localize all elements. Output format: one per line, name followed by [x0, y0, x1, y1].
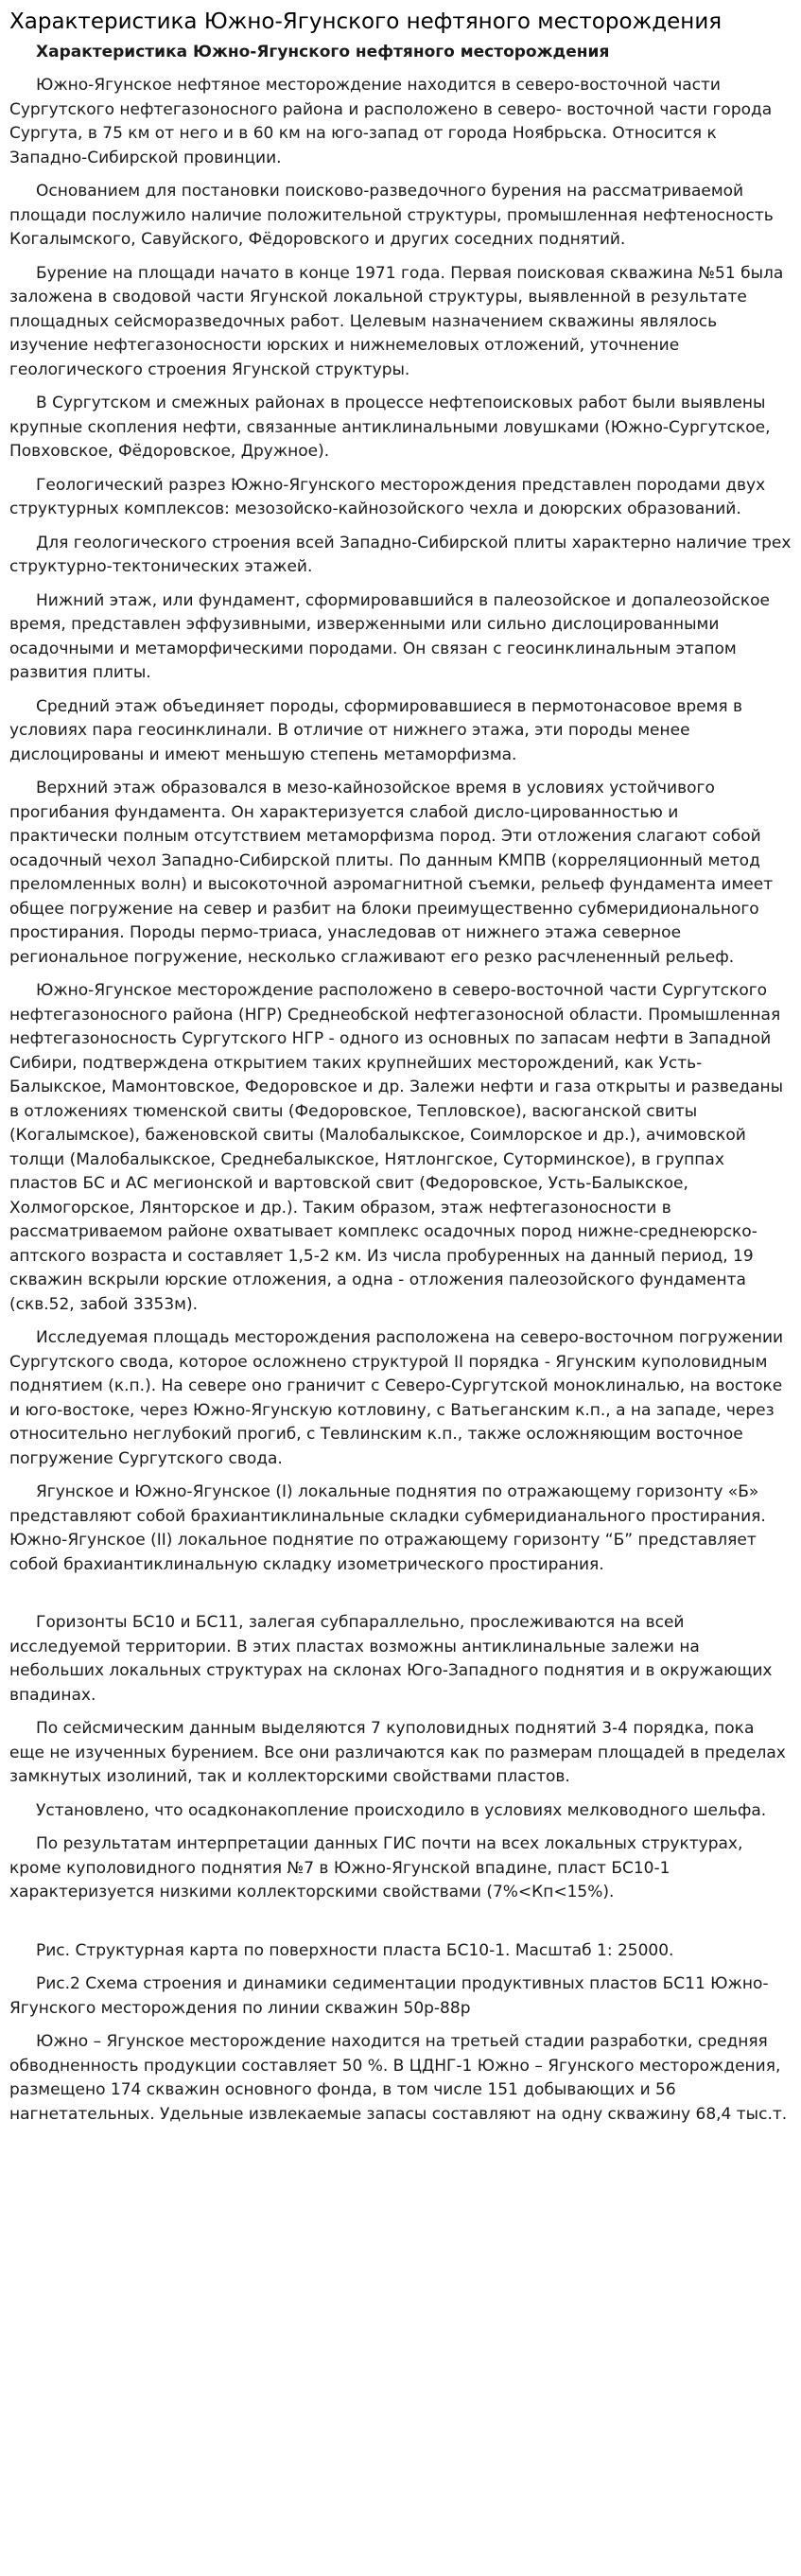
paragraph-location: Южно-Ягунское нефтяное месторождение находится в северо-восточной части Сургутского нефтегазоносного района и расположено в северо- восточной части города Сургута, в 75 км от него и в 60 км на юго-запад от города Ноябрьска. Относится к Западно-Сибирской провинции. [9, 76, 773, 167]
page-title: Характеристика Южно-Ягунского нефтяного месторождения [9, 9, 723, 34]
paragraph-geologic-section: Геологический разрез Южно-Ягунского месторождения представлен породами двух структурных комплексов: мезозойско-кайнозойского чехла и доюрских образований. [9, 475, 766, 518]
blank-space [9, 1586, 792, 1611]
paragraph-gis-results: По результатам интерпретации данных ГИС почти на всех локальных структурах, кроме куполовидного поднятия №7 в Южно-Ягунской впадине, пласт БС10-1 характеризуется низкими коллекторскими свойствами (7%<Кп<15%). [9, 1834, 743, 1901]
section-heading: Характеристика Южно-Ягунского нефтяного месторождения [36, 43, 610, 61]
paragraph-horizons: Горизонты БС10 и БС11, залегая субпараллельно, прослеживаются на всей исследуемой территории. В этих пластах возможны антиклинальные залежи на небольших локальных структурах на склонах Юго-Западного поднятия и в окружающих впадинах. [9, 1613, 773, 1705]
paragraph-nearby-fields: В Сургутском и смежных районах в процессе нефтепоисковых работ были выявлены крупные скопления нефти, связанные антиклинальными ловушками (Южно-Сургутское, Повховское, Фёдоровское, Дружное). [9, 394, 771, 461]
blank-space [9, 1915, 792, 1939]
paragraph-three-stages: Для геологического строения всей Западно-Сибирской плиты характерно наличие трех структурно-тектонических этажей. [9, 533, 792, 576]
paragraph-drilling: Бурение на площади начато в конце 1971 года. Первая поисковая скважина №51 была заложена в сводовой части Ягунской локальной структуры, выявленной в результате площадных сейсморазведочных работ. Целевым назначением скважины являлось изучение нефтегазоносности юрских и нижнемеловых отложений, уточнение геологического строения Ягунской структуры. [9, 263, 784, 379]
paragraph-lower-stage: Нижний этаж, или фундамент, сформировавшийся в палеозойское и допалеозойское время, представлен эффузивными, изверженными или сильно дислоцированными осадочными и метаморфическими породами. Он связан с геосинклинальным этапом развития плиты. [9, 590, 770, 682]
paragraph-seismic-data: По сейсмическим данным выделяются 7 куполовидных поднятий 3-4 порядка, пока еще не изученных бурением. Все они различаются как по размерам площадей в пределах замкнутых изолиний, так и коллекторскими свойствами пластов. [9, 1719, 786, 1786]
figure-caption-sedimentation-scheme: Рис.2 Схема строения и динамики седиментации продуктивных пластов БС11 Южно-Ягунского месторождения по линии скважин 50р-88р [9, 1974, 769, 2018]
paragraph-development-stage: Южно – Ягунское месторождение находится на третьей стадии разработки, средняя обводненность продукции составляет 50 %. В ЦДНГ-1 Южно – Ягунского месторождения, размещено 174 скважин основного фонда, в том числе 151 добывающих и 56 нагнетательных. Удельные извлекаемые запасы составляют на одну скважину 68,4 тыс.т. [9, 2032, 788, 2124]
paragraph-middle-stage: Средний этаж объединяет породы, сформировавшиеся в пермотонасовое время в условиях пара геосинклинали. В отличие от нижнего этажа, эти породы менее дислоцированы и имеют меньшую степень метаморфизма. [9, 696, 743, 764]
paragraph-basis: Основанием для постановки поисково-разведочного бурения на рассматриваемой площади послужило наличие положительной структуры, промышленная нефтеносность Когалымского, Савуйского, Фёдоровского и других соседних поднятий. [9, 182, 774, 249]
paragraph-study-area: Исследуемая площадь месторождения расположена на северо-восточном погружении Сургутского свода, которое осложнено структурой II порядка - Ягунским куполовидным поднятием (к.п.). На севере оно граничит с Северо-Сургутской моноклиналью, на востоке и юго-востоке, через Южно-Ягунскую котловину, с Ватьеганским к.п., а на западе, через относительно неглубокий прогиб, с Тевлинским к.п., также осложняющим восточное погружение Сургутского свода. [9, 1328, 784, 1468]
paragraph-upper-stage: Верхний этаж образовался в мезо-кайнозойское время в условиях устойчивого прогибания фундамента. Он характеризуется слабой дисло-цированностью и практически полным отсутствием метаморфизма пород. Эти отложения слагают собой осадочный чехол Западно-Сибирской плиты. По данным КМПВ (корреляционный метод преломленных волн) и высокоточной аэромагнитной съемки, рельеф фундамента имеет общее погружение на север и разбит на блоки преимущественно субмеридионального простирания. Породы пермо-триаса, унаследовав от нижнего этажа северное региональное погружение, несколько сглаживают его резко расчлененный рельеф. [9, 779, 774, 967]
figure-caption-structural-map: Рис. Структурная карта по поверхности пласта БС10-1. Масштаб 1: 25000. [36, 1940, 674, 1960]
paragraph-oil-gas-region: Южно-Ягунское месторождение расположено в северо-восточной части Сургутского нефтегазоносного района (НГР) Среднеобской нефтегазоносной области. Промышленная нефтегазоносность Сургутского НГР - одного из основных по запасам нефти в Западной Сибири, подтверждена открытием таких крупнейших месторождений, как Усть-Балыкское, Мамонтовское, Федоровское и др. Залежи нефти и газа открыты и разведаны в отложениях тюменской свиты (Федоровское, Тепловское), васюганской свиты (Когалымское), баженовской свиты (Малобалыкское, Соимлорское и др.), ачимовской толщи (Малобалыкское, Среднебалыкское, Нятлонгское, Суторминское), в группах пластов БС и АС мегионской и вартовской свит (Федоровское, Усть-Балыкское, Холмогорское, Лянторское и др.). Таким образом, этаж нефтегазоносности в рассматриваемом районе охватывает комплекс осадочных пород нижне-среднеюрско-аптского возраста и составляет 1,5-2 км. Из числа пробуренных на данный период, 19 скважин вскрыли юрские отложения, а одна - отложения палеозойского фундамента (скв.52, забой 3353м). [9, 981, 784, 1314]
paragraph-sedimentation: Установлено, что осадконакопление происходило в условиях мелководного шельфа. [36, 1800, 767, 1820]
paragraph-local-uplifts: Ягунское и Южно-Ягунское (I) локальные поднятия по отражающему горизонту «Б» представляют собой брахиантиклинальные складки субмеридианального простирания. Южно-Ягунское (II) локальное поднятие по отражающему горизонту “Б” представляет собой брахиантиклинальную складку изометрического простирания. [9, 1482, 766, 1574]
